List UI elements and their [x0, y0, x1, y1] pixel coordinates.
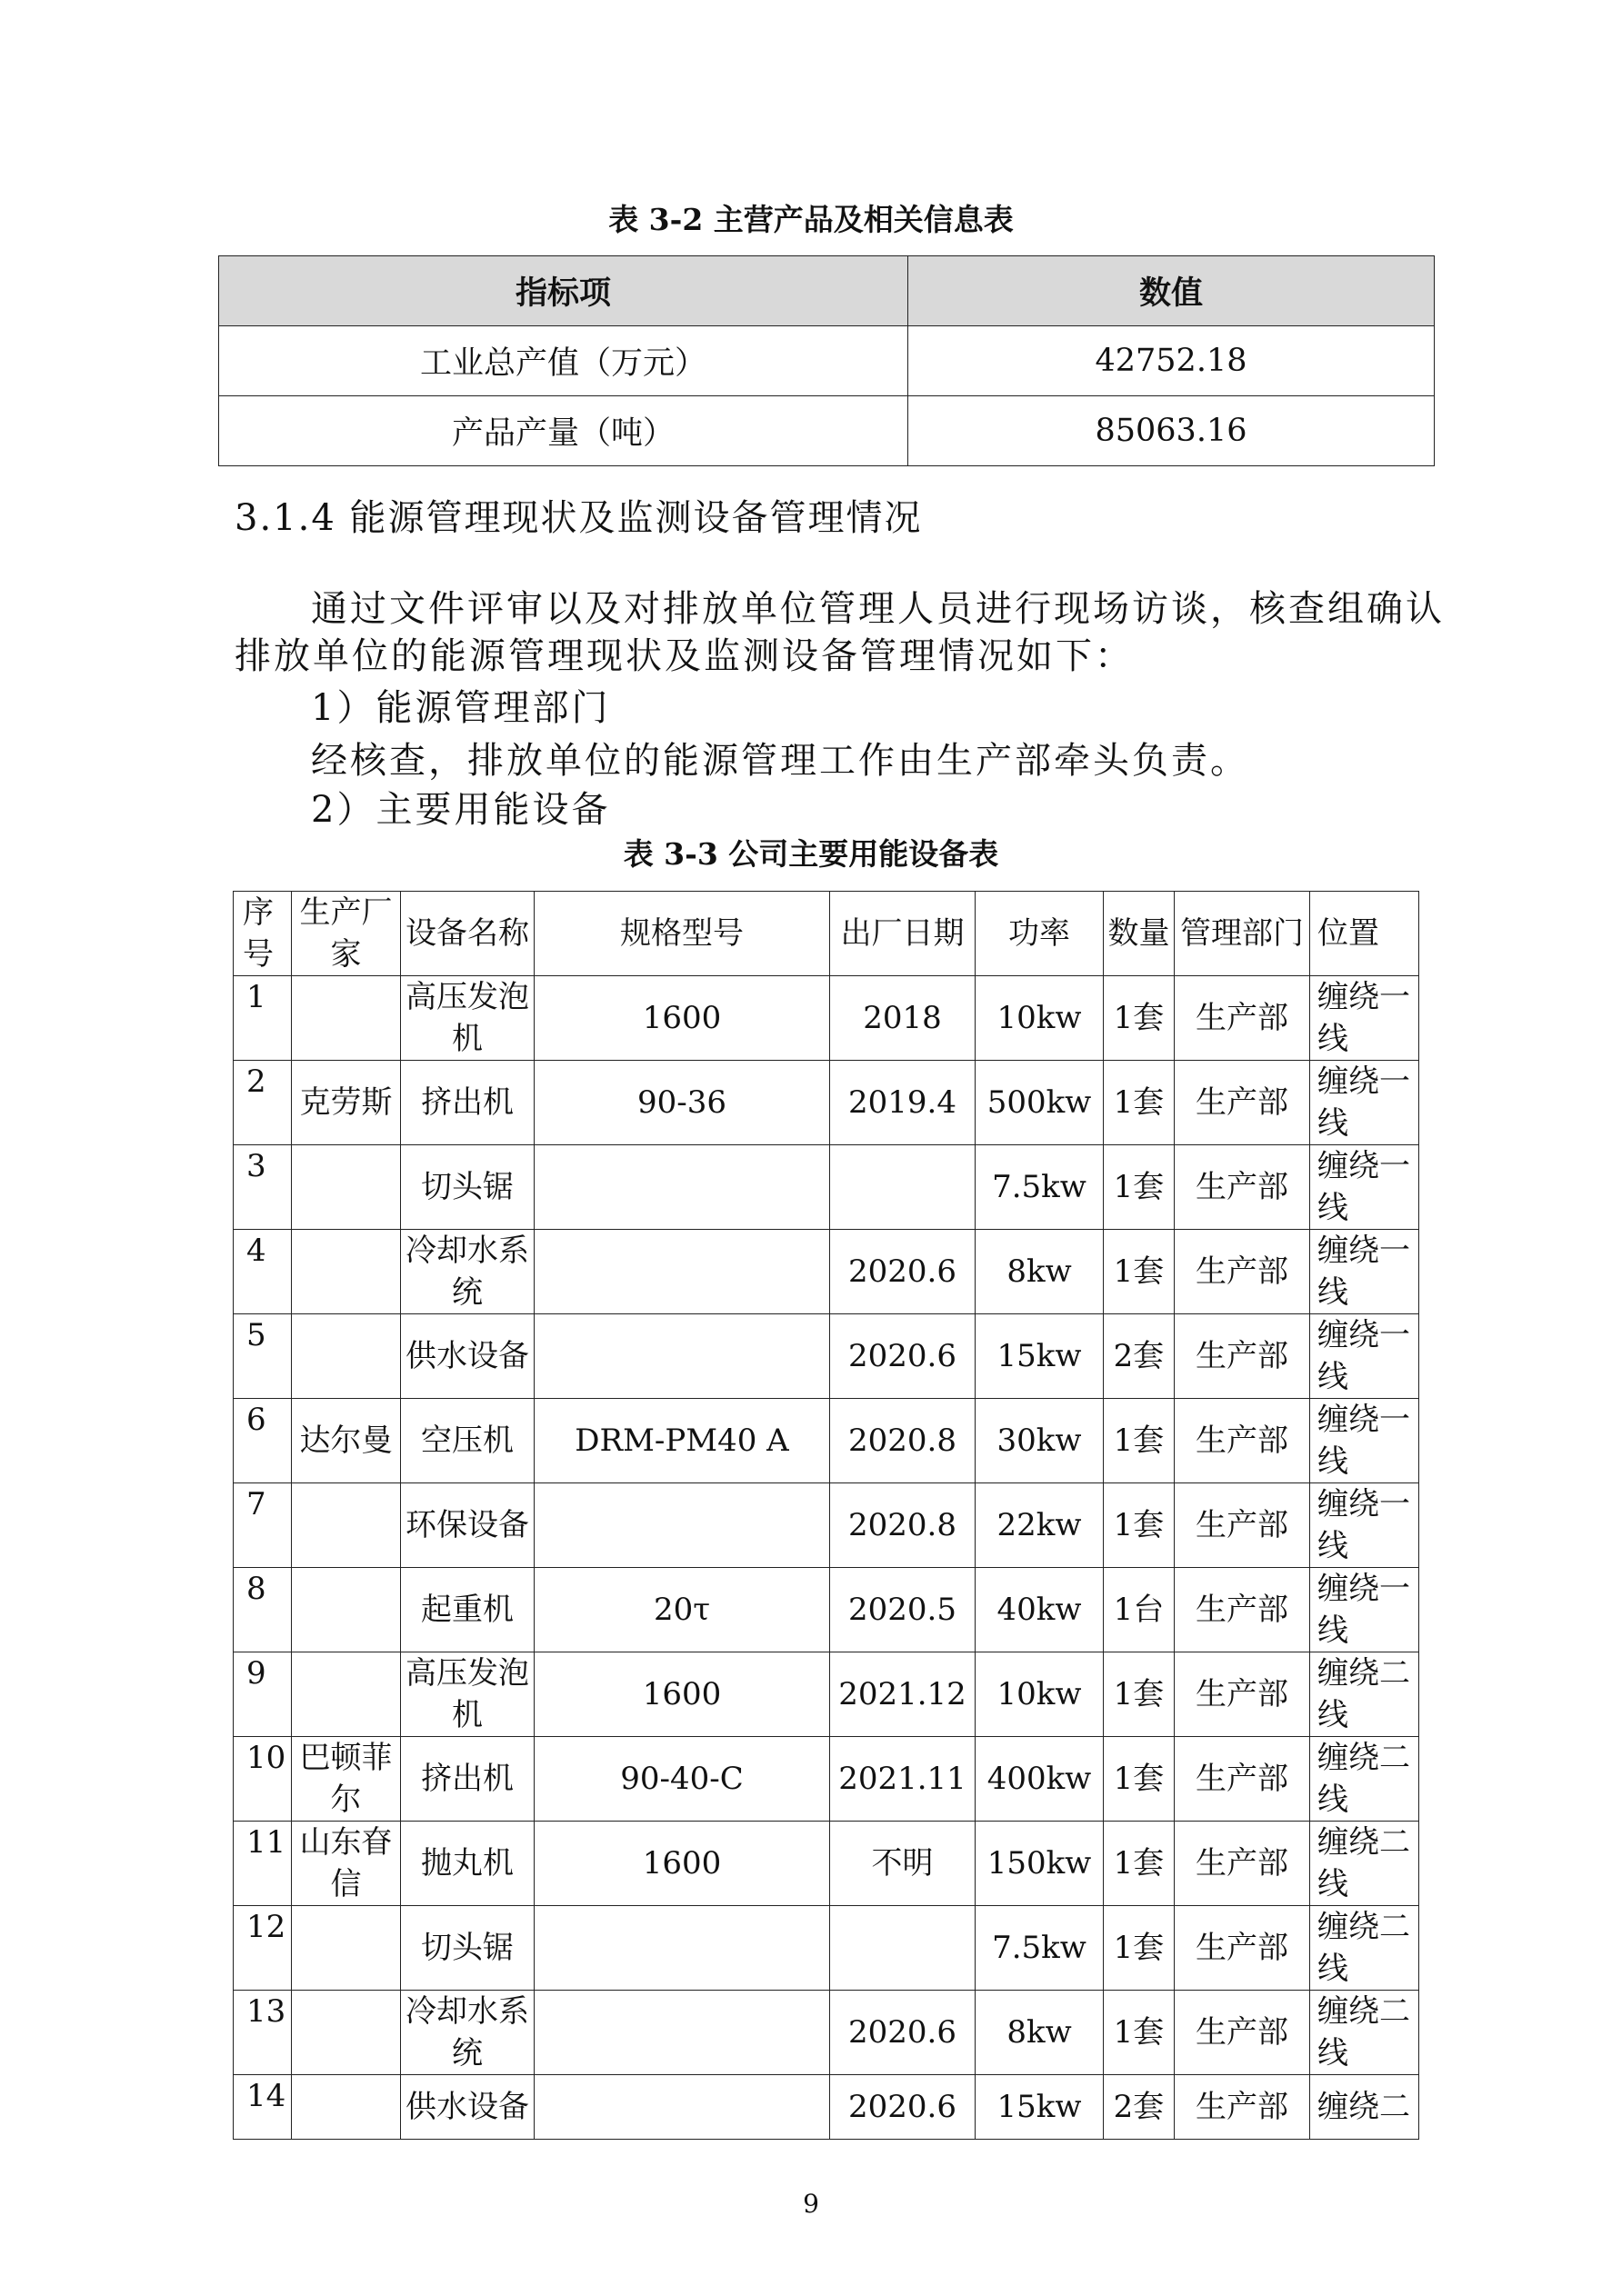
seq-cell: 12: [234, 1906, 292, 1991]
manufacture-date-cell: 2020.8: [830, 1483, 976, 1568]
paragraph-line: 通过文件评审以及对排放单位管理人员进行现场访谈，核查组确认: [311, 588, 1445, 630]
model-cell: [535, 1145, 830, 1230]
manufacture-date-cell: 2020.6: [830, 1314, 976, 1399]
equipment-name-cell: 冷却水系统: [401, 1991, 535, 2075]
quantity-cell: 1套: [1104, 1230, 1175, 1314]
model-cell: [535, 1314, 830, 1399]
power-cell: 7.5kw: [976, 1906, 1104, 1991]
manufacture-date-cell: [830, 1145, 976, 1230]
location-cell: 缠绕二线: [1310, 1822, 1419, 1906]
table-row: [234, 1061, 1419, 1145]
equipment-name-cell: 供水设备: [401, 1314, 535, 1399]
manufacturer-cell: [292, 1483, 401, 1568]
model-cell: [535, 1230, 830, 1314]
manufacture-date-cell: 2021.11: [830, 1737, 976, 1822]
model-cell: [535, 1483, 830, 1568]
manufacturer-cell: [292, 1230, 401, 1314]
header-manufacture-date: 出厂日期: [830, 892, 976, 976]
equipment-name-cell: 供水设备: [401, 2075, 535, 2140]
manufacturer-cell: [292, 976, 401, 1061]
manufacturer-cell: [292, 1568, 401, 1652]
value-cell: 42752.18: [908, 326, 1435, 396]
equipment-name-cell: 高压发泡机: [401, 976, 535, 1061]
table-header-row: [234, 892, 1419, 976]
location-cell: 缠绕一线: [1310, 1061, 1419, 1145]
department-cell: 生产部: [1175, 1399, 1310, 1483]
section-heading: 3.1.4 能源管理现状及监测设备管理情况: [235, 497, 923, 539]
manufacture-date-cell: 2019.4: [830, 1061, 976, 1145]
table-row: [219, 396, 1435, 466]
location-cell: 缠绕一线: [1310, 1145, 1419, 1230]
equipment-name-cell: 空压机: [401, 1399, 535, 1483]
location-cell: 缠绕二线: [1310, 1906, 1419, 1991]
table-row: [234, 1991, 1419, 2075]
power-cell: 22kw: [976, 1483, 1104, 1568]
quantity-cell: 1套: [1104, 1737, 1175, 1822]
table-row: [234, 1822, 1419, 1906]
manufacturer-cell: 山东眘信: [292, 1822, 401, 1906]
table-row: [234, 1737, 1419, 1822]
manufacturer-cell: [292, 1145, 401, 1230]
paragraph-line: 经核查，排放单位的能源管理工作由生产部牵头负责。: [311, 740, 1249, 782]
quantity-cell: 2套: [1104, 2075, 1175, 2140]
manufacturer-cell: [292, 1314, 401, 1399]
manufacture-date-cell: 2020.6: [830, 1230, 976, 1314]
location-cell: 缠绕二线: [1310, 1991, 1419, 2075]
department-cell: 生产部: [1175, 1568, 1310, 1652]
header-quantity: 数量: [1104, 892, 1175, 976]
power-cell: 400kw: [976, 1737, 1104, 1822]
quantity-cell: 1台: [1104, 1568, 1175, 1652]
location-cell: 缠绕一线: [1310, 1399, 1419, 1483]
quantity-cell: 1套: [1104, 1483, 1175, 1568]
table-3-2-caption: 表 3-2 主营产品及相关信息表: [608, 202, 1014, 237]
power-cell: 10kw: [976, 1652, 1104, 1737]
equipment-name-cell: 环保设备: [401, 1483, 535, 1568]
header-equipment-name: 设备名称: [401, 892, 535, 976]
model-cell: [535, 2075, 830, 2140]
seq-cell: 2: [234, 1061, 292, 1145]
location-cell: 缠绕一线: [1310, 976, 1419, 1061]
header-location: 位置: [1310, 892, 1419, 976]
model-cell: [535, 1906, 830, 1991]
table-row: [234, 1230, 1419, 1314]
indicator-cell: 工业总产值（万元）: [219, 326, 908, 396]
list-item-heading: 1）能源管理部门: [311, 687, 611, 729]
quantity-cell: 1套: [1104, 1061, 1175, 1145]
model-cell: DRM-PM40 A: [535, 1399, 830, 1483]
seq-cell: 1: [234, 976, 292, 1061]
location-cell: 缠绕一线: [1310, 1568, 1419, 1652]
equipment-name-cell: 起重机: [401, 1568, 535, 1652]
department-cell: 生产部: [1175, 1652, 1310, 1737]
power-cell: 15kw: [976, 2075, 1104, 2140]
department-cell: 生产部: [1175, 1822, 1310, 1906]
header-model: 规格型号: [535, 892, 830, 976]
power-cell: 8kw: [976, 1991, 1104, 2075]
power-cell: 150kw: [976, 1822, 1104, 1906]
manufacturer-cell: [292, 2075, 401, 2140]
quantity-cell: 2套: [1104, 1314, 1175, 1399]
header-power: 功率: [976, 892, 1104, 976]
table-row: [234, 2075, 1419, 2140]
equipment-name-cell: 高压发泡机: [401, 1652, 535, 1737]
energy-equipment-table: [233, 891, 1419, 2140]
header-manufacturer: 生产厂家: [292, 892, 401, 976]
department-cell: 生产部: [1175, 1483, 1310, 1568]
equipment-name-cell: 挤出机: [401, 1061, 535, 1145]
model-cell: 1600: [535, 1652, 830, 1737]
indicator-cell: 产品产量（吨）: [219, 396, 908, 466]
model-cell: 1600: [535, 1822, 830, 1906]
quantity-cell: 1套: [1104, 1399, 1175, 1483]
table-row: [234, 1906, 1419, 1991]
department-cell: 生产部: [1175, 1230, 1310, 1314]
seq-cell: 3: [234, 1145, 292, 1230]
manufacture-date-cell: [830, 1906, 976, 1991]
table-row: [234, 1145, 1419, 1230]
location-cell: 缠绕二线: [1310, 1652, 1419, 1737]
manufacturer-cell: [292, 1991, 401, 2075]
power-cell: 40kw: [976, 1568, 1104, 1652]
table-row: [234, 976, 1419, 1061]
quantity-cell: 1套: [1104, 976, 1175, 1061]
main-products-table: [218, 255, 1435, 466]
manufacture-date-cell: 2020.8: [830, 1399, 976, 1483]
table-3-3-caption: 表 3-3 公司主要用能设备表: [623, 836, 999, 872]
equipment-name-cell: 冷却水系统: [401, 1230, 535, 1314]
location-cell: 缠绕二线: [1310, 1737, 1419, 1822]
department-cell: 生产部: [1175, 1906, 1310, 1991]
manufacturer-cell: [292, 1906, 401, 1991]
manufacturer-cell: 达尔曼: [292, 1399, 401, 1483]
model-cell: 90-40-C: [535, 1737, 830, 1822]
seq-cell: 6: [234, 1399, 292, 1483]
manufacture-date-cell: 不明: [830, 1822, 976, 1906]
seq-cell: 13: [234, 1991, 292, 2075]
equipment-name-cell: 挤出机: [401, 1737, 535, 1822]
table-row: [234, 1399, 1419, 1483]
quantity-cell: 1套: [1104, 1145, 1175, 1230]
department-cell: 生产部: [1175, 1145, 1310, 1230]
table-row: [234, 1314, 1419, 1399]
header-department: 管理部门: [1175, 892, 1310, 976]
header-value: 数值: [908, 256, 1435, 326]
model-cell: 20τ: [535, 1568, 830, 1652]
department-cell: 生产部: [1175, 1737, 1310, 1822]
paragraph-line: 排放单位的能源管理现状及监测设备管理情况如下：: [235, 635, 1134, 677]
seq-cell: 11: [234, 1822, 292, 1906]
manufacturer-cell: 巴顿菲尔: [292, 1737, 401, 1822]
power-cell: 10kw: [976, 976, 1104, 1061]
seq-cell: 10: [234, 1737, 292, 1822]
model-cell: [535, 1991, 830, 2075]
header-indicator: 指标项: [219, 256, 908, 326]
page-number: 9: [803, 2189, 819, 2219]
department-cell: 生产部: [1175, 1061, 1310, 1145]
quantity-cell: 1套: [1104, 1822, 1175, 1906]
manufacturer-cell: 克劳斯: [292, 1061, 401, 1145]
seq-cell: 14: [234, 2075, 292, 2140]
header-seq: 序号: [234, 892, 292, 976]
model-cell: 1600: [535, 976, 830, 1061]
power-cell: 8kw: [976, 1230, 1104, 1314]
equipment-name-cell: 切头锯: [401, 1145, 535, 1230]
table-row: [234, 1568, 1419, 1652]
value-cell: 85063.16: [908, 396, 1435, 466]
seq-cell: 9: [234, 1652, 292, 1737]
equipment-name-cell: 切头锯: [401, 1906, 535, 1991]
department-cell: 生产部: [1175, 2075, 1310, 2140]
quantity-cell: 1套: [1104, 1652, 1175, 1737]
manufacture-date-cell: 2020.6: [830, 2075, 976, 2140]
location-cell: 缠绕一线: [1310, 1483, 1419, 1568]
department-cell: 生产部: [1175, 1991, 1310, 2075]
manufacture-date-cell: 2021.12: [830, 1652, 976, 1737]
equipment-name-cell: 抛丸机: [401, 1822, 535, 1906]
power-cell: 7.5kw: [976, 1145, 1104, 1230]
seq-cell: 5: [234, 1314, 292, 1399]
manufacturer-cell: [292, 1652, 401, 1737]
seq-cell: 7: [234, 1483, 292, 1568]
table-row: [234, 1652, 1419, 1737]
power-cell: 500kw: [976, 1061, 1104, 1145]
manufacture-date-cell: 2018: [830, 976, 976, 1061]
seq-cell: 8: [234, 1568, 292, 1652]
location-cell: 缠绕一线: [1310, 1230, 1419, 1314]
quantity-cell: 1套: [1104, 1906, 1175, 1991]
power-cell: 15kw: [976, 1314, 1104, 1399]
manufacture-date-cell: 2020.5: [830, 1568, 976, 1652]
seq-cell: 4: [234, 1230, 292, 1314]
quantity-cell: 1套: [1104, 1991, 1175, 2075]
model-cell: 90-36: [535, 1061, 830, 1145]
location-cell: 缠绕二: [1310, 2075, 1419, 2140]
table-header-row: [219, 256, 1435, 326]
table-row: [219, 326, 1435, 396]
list-item-heading: 2）主要用能设备: [311, 789, 611, 831]
power-cell: 30kw: [976, 1399, 1104, 1483]
location-cell: 缠绕一线: [1310, 1314, 1419, 1399]
department-cell: 生产部: [1175, 1314, 1310, 1399]
department-cell: 生产部: [1175, 976, 1310, 1061]
manufacture-date-cell: 2020.6: [830, 1991, 976, 2075]
table-row: [234, 1483, 1419, 1568]
